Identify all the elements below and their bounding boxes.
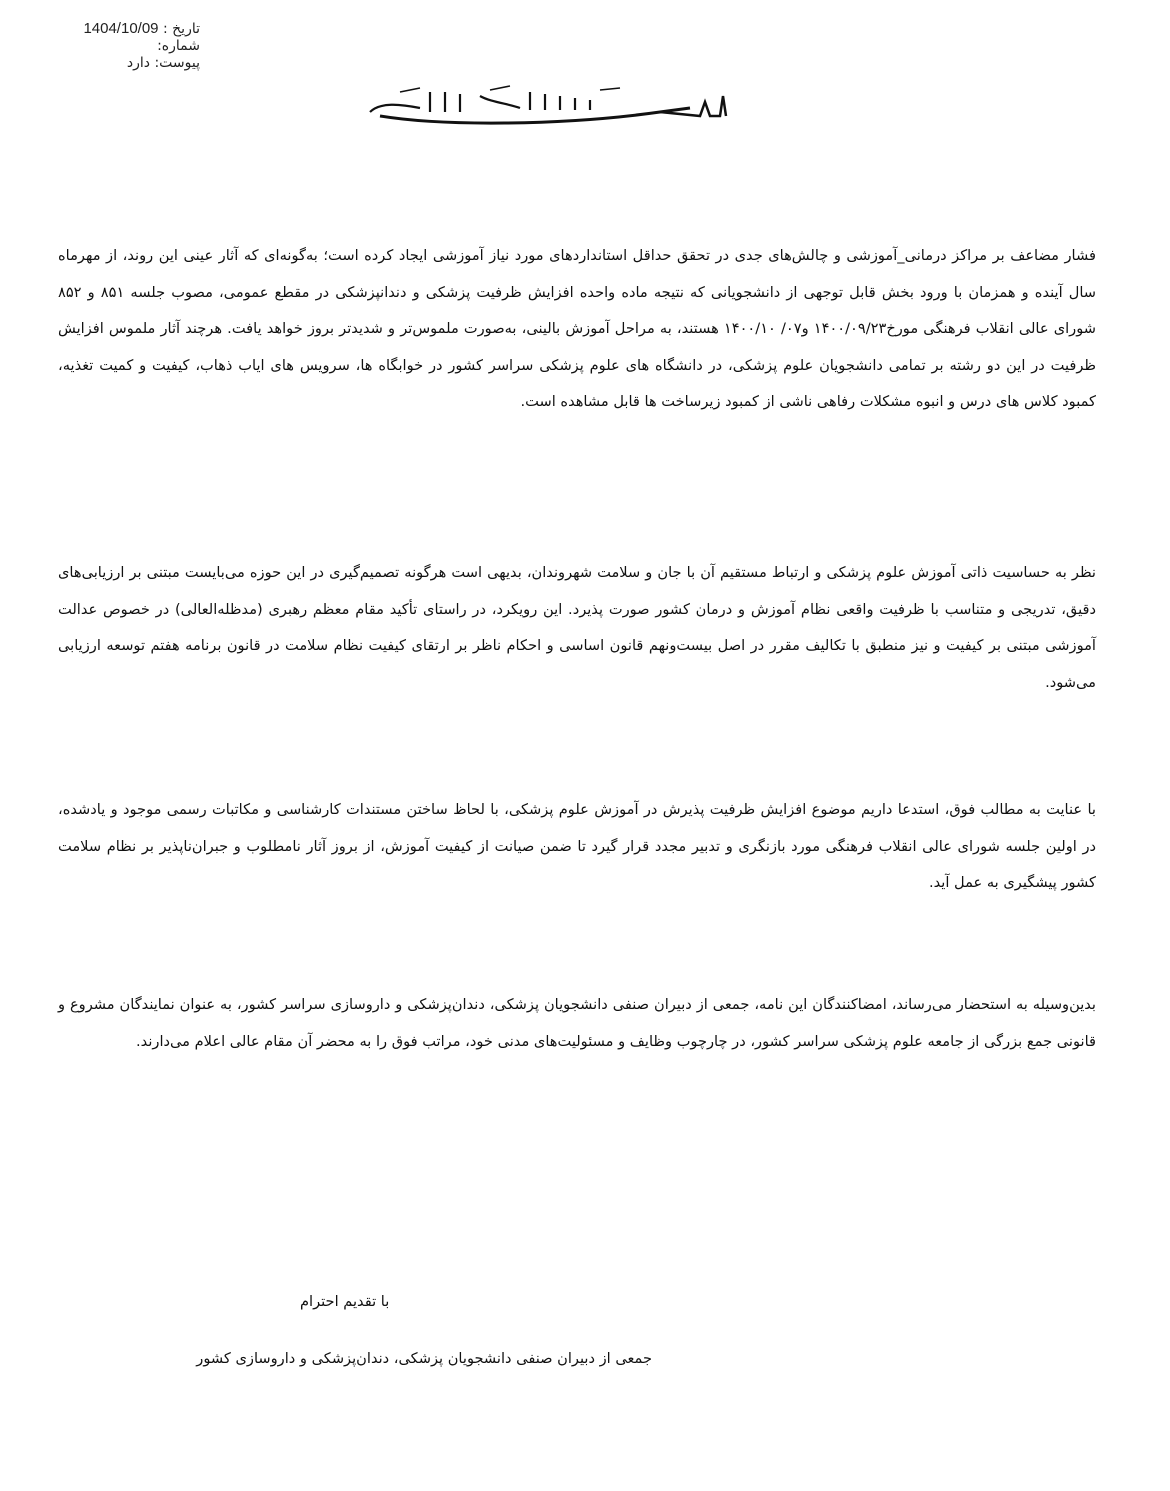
paragraph-2: نظر به حساسیت ذاتی آموزش علوم پزشکی و ارتباط مستقیم آن با جان و سلامت شهروندان، بدیهی است هرگونه تصمیم‌گیری در این حوزه می‌بایست مبتنی بر ارزیابی‌های دقیق، تدریجی و متناسب با ظرفیت واقعی نظام آموزش و درمان کشور صورت پذیرد. این رویکرد، در راستای تأکید مقام معظم رهبری (مدظله‌العالی) در خصوص عدالت آموزشی مبتنی بر کیفیت و نیز منطبق با تکالیف مقرر در اصل بیست‌ونهم قانون اساسی و احکام ناظر بر ارتقای کیفیت نظام سلامت در قانون برنامه هفتم توسعه ارزیابی می‌شود. [58, 564, 1096, 691]
letter-metadata [40, 20, 200, 72]
number-label: شماره: [157, 38, 200, 54]
bismillah-calligraphy [360, 82, 760, 128]
date-label: تاریخ : [162, 21, 200, 37]
attachment-value: دارد [126, 55, 150, 71]
number-row [40, 38, 200, 55]
paragraph-4: بدین‌وسیله به استحضار می‌رساند، امضاکنندگان این نامه، جمعی از دبیران صنفی دانشجویان پزشکی، دندان‌پزشکی و داروسازی سراسر کشور، به عنوان نمایندگان مشروع و قانونی جمع بزرگی از جامعه علوم پزشکی سراسر کشور، در چارچوب وظایف و مسئولیت‌های مدنی خود، مراتب فوق را به محضر آن مقام عالی اعلام می‌دارند. [58, 996, 1096, 1050]
closing-salutation: با تقدیم احترام [300, 1293, 390, 1310]
attachment-label: پیوست: [154, 55, 200, 71]
attachment-row [40, 55, 200, 72]
paragraph-1: فشار مضاعف بر مراکز درمانی_آموزشی و چالش‌های جدی در تحقق حداقل استانداردهای مورد نیاز آموزشی ایجاد کرده است؛ به‌گونه‌ای که آثار عینی این روند، از مهرماه سال آینده و همزمان با ورود بخش قابل توجهی از دانشجویانی که نتیجه ماده واحده افزایش ظرفیت پزشکی و دندانپزشکی در مقطع عمومی، مصوب جلسه ۸۵۱ و ۸۵۲ شورای عالی انقلاب فرهنگی مورخ۱۴۰۰/۰۹/۲۳ و۰۷/ ۱۴۰۰/۱۰ هستند، به مراحل آموزش بالینی، به‌صورت ملموس‌تر و شدیدتر بروز خواهد یافت. هرچند آثار ملموس افزایش ظرفیت در این دو رشته بر تمامی دانشجویان علوم پزشکی، در دانشگاه های علوم پزشکی سراسر کشور در خوابگاه ها، سرویس های ایاب ذهاب، کیفیت و کمیت تغذیه، کمبود کلاس های درس و انبوه مشکلات رفاهی ناشی از کمبود زیرساخت ها قابل مشاهده است. [58, 247, 1097, 410]
calligraphy-image [360, 82, 760, 128]
date-row [40, 20, 200, 38]
date-value: 1404/10/09 [83, 20, 159, 37]
paragraph-3: با عنایت به مطالب فوق، استدعا داریم موضوع افزایش ظرفیت پذیرش در آموزش علوم پزشکی، با لحاظ ساختن مستندات کارشناسی و مکاتبات رسمی موجود و یادشده، در اولین جلسه شورای عالی انقلاب فرهنگی مورد بازنگری و تدبیر مجدد قرار گیرد تا ضمن صیانت از کیفیت آموزش، از بروز آثار نامطلوب و جبران‌ناپذیر بر نظام سلامت کشور پیشگیری به عمل آید. [58, 801, 1096, 891]
invocation-text: بسم الله الرحمن الرحیم [560, 112, 571, 113]
signature-line: جمعی از دبیران صنفی دانشجویان پزشکی، دندان‌پزشکی و داروسازی کشور [196, 1350, 652, 1367]
